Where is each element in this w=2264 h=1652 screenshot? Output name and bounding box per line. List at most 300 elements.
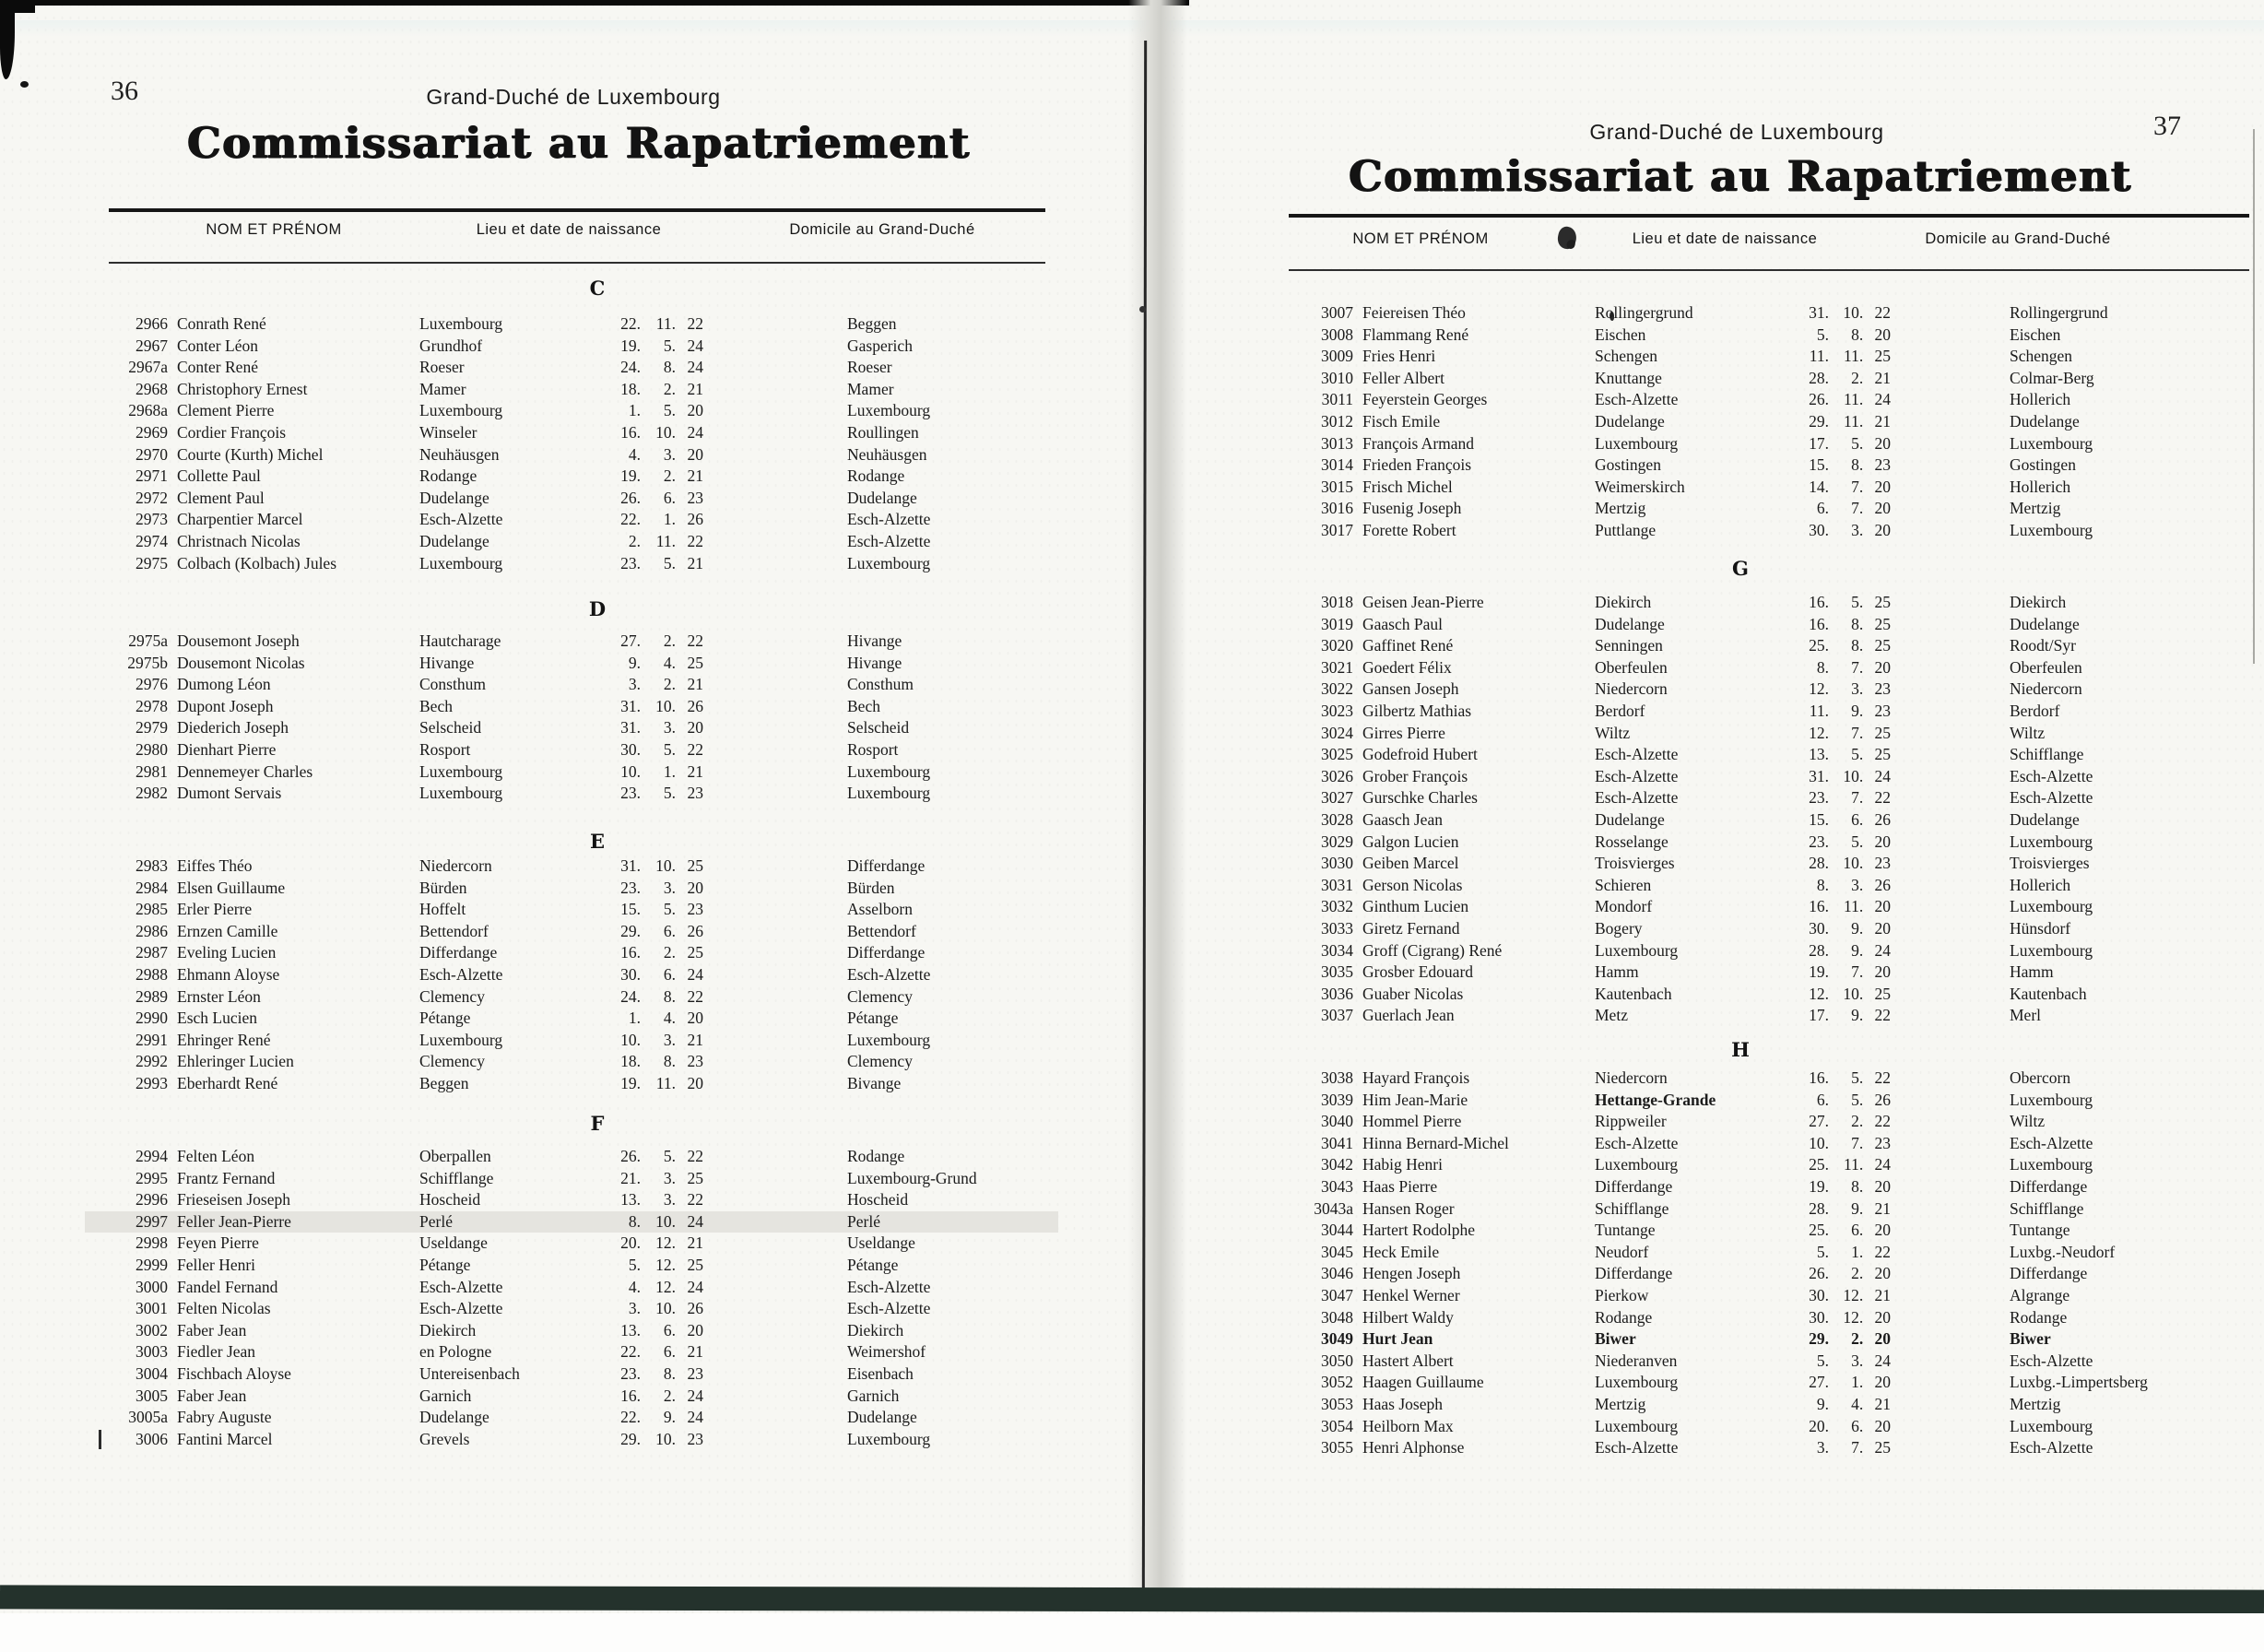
- entry-name: Charpentier Marcel: [177, 510, 303, 529]
- entry-number: 3015: [1321, 477, 1353, 496]
- entry-number: 3002: [136, 1320, 168, 1339]
- date-part: 20: [1874, 1373, 1891, 1392]
- date-part: 8.: [1851, 324, 1864, 344]
- date-part: 22: [1874, 1068, 1891, 1087]
- entry-number: 2967a: [128, 358, 168, 377]
- date-part: 5.: [1851, 593, 1864, 611]
- table-row: [109, 1008, 1045, 1030]
- date-part: 8.: [1816, 875, 1829, 894]
- entry-birthdate: [1791, 1285, 1891, 1307]
- entry-birthdate: [1791, 1176, 1891, 1198]
- entry-number: 3036: [1321, 984, 1353, 1003]
- entry-birthdate: [1791, 1394, 1891, 1416]
- entry-birthdate: [1791, 896, 1891, 918]
- table-row: [1289, 1111, 2249, 1133]
- date-part: 6.: [663, 1342, 676, 1362]
- date-part: 11.: [1843, 347, 1864, 366]
- entry-birthplace: Oberfeulen: [1595, 657, 1668, 677]
- date-part: 5.: [1851, 433, 1864, 453]
- entry-number: 3001: [136, 1299, 168, 1318]
- entry-domicile: Biwer: [2010, 1329, 2051, 1349]
- entry-name: Eberhardt René: [177, 1073, 278, 1092]
- entry-birthplace: Rollingergrund: [1595, 303, 1693, 322]
- table-row: [1289, 592, 2249, 614]
- table-row: [109, 653, 1045, 675]
- date-part: 22: [687, 1147, 703, 1165]
- entry-domicile: Weimershof: [847, 1342, 926, 1362]
- entry-birthplace: Roeser: [419, 358, 465, 377]
- date-part: 22: [1874, 788, 1891, 808]
- entry-name: Christophory Ernest: [177, 379, 308, 398]
- entry-birthplace: Grundhof: [419, 336, 483, 355]
- entry-number: 2976: [136, 675, 168, 694]
- date-part: 23: [1874, 701, 1891, 720]
- table-row: [1289, 1005, 2249, 1027]
- entry-domicile: Esch-Alzette: [2010, 1133, 2093, 1152]
- table-row: [109, 1168, 1045, 1190]
- entry-number: 3052: [1321, 1373, 1353, 1392]
- entry-birthdate: [607, 964, 703, 986]
- table-row: [1289, 1176, 2249, 1198]
- entry-domicile: Esch-Alzette: [847, 1277, 931, 1296]
- entry-birthplace: Rodange: [1595, 1307, 1653, 1327]
- date-part: 1.: [628, 1009, 641, 1028]
- entry-name: Gurschke Charles: [1362, 788, 1478, 808]
- date-part: 20: [687, 401, 703, 420]
- date-part: 21: [687, 466, 703, 486]
- entry-birthplace: Luxembourg: [419, 1030, 503, 1049]
- entry-number: 3003: [136, 1342, 168, 1362]
- table-row: [109, 921, 1045, 943]
- entry-birthplace: Hautcharage: [419, 631, 501, 650]
- entry-birthdate: [607, 856, 703, 878]
- date-part: 23: [1874, 679, 1891, 699]
- entry-number: 3050: [1321, 1351, 1353, 1370]
- table-row: [1289, 1394, 2249, 1416]
- table-row: [1289, 433, 2249, 455]
- entry-name: Fries Henri: [1362, 347, 1436, 366]
- entry-number: 3044: [1321, 1221, 1353, 1240]
- entry-number: 3023: [1321, 701, 1353, 720]
- entry-birthplace: Mertzig: [1595, 1394, 1646, 1413]
- entry-birthplace: Beggen: [419, 1073, 469, 1092]
- date-part: 22: [1874, 1242, 1891, 1261]
- table-row: [109, 1386, 1045, 1408]
- entry-name: Ehringer René: [177, 1030, 271, 1049]
- entry-birthdate: [1791, 1328, 1891, 1351]
- entry-number: 2996: [136, 1190, 168, 1210]
- date-part: 8.: [1851, 614, 1864, 633]
- date-part: 19.: [1809, 1176, 1829, 1196]
- entry-domicile: Roodt/Syr: [2010, 636, 2076, 655]
- date-part: 7.: [1851, 1133, 1864, 1152]
- date-part: 25: [687, 943, 703, 962]
- entry-birthplace: Pétange: [419, 1009, 471, 1028]
- entry-birthplace: Luxembourg: [419, 761, 503, 781]
- entry-domicile: Wiltz: [2010, 1112, 2046, 1131]
- entry-domicile: Differdange: [847, 856, 926, 875]
- date-part: 28.: [1809, 1198, 1829, 1218]
- date-part: 20.: [1809, 1416, 1829, 1435]
- entry-name: Geiben Marcel: [1362, 854, 1459, 873]
- date-part: 24: [687, 358, 703, 377]
- entry-domicile: Luxembourg: [2010, 940, 2093, 960]
- date-part: 26.: [1809, 390, 1829, 409]
- date-part: 15.: [1809, 455, 1829, 475]
- entry-birthplace: Selscheid: [419, 718, 482, 738]
- entry-number: 3008: [1321, 324, 1353, 344]
- entry-name: Eveling Lucien: [177, 943, 277, 962]
- entry-number: 3031: [1321, 875, 1353, 894]
- date-part: 9.: [1851, 1006, 1864, 1025]
- entry-domicile: Beggen: [847, 314, 897, 333]
- entry-birthdate: [1791, 1307, 1891, 1329]
- entry-domicile: Mertzig: [2010, 499, 2061, 518]
- date-part: 23: [687, 1052, 703, 1071]
- entry-birthdate: [1791, 723, 1891, 745]
- entry-name: Haas Pierre: [1362, 1176, 1438, 1196]
- date-part: 10.: [655, 856, 676, 875]
- date-part: 23.: [620, 784, 641, 803]
- entry-birthdate: [1791, 368, 1891, 390]
- date-part: 26: [687, 696, 703, 715]
- entry-birthplace: Luxembourg: [419, 784, 503, 803]
- table-row: [109, 783, 1045, 805]
- entry-birthdate: [607, 1073, 703, 1095]
- date-part: 5.: [1851, 832, 1864, 851]
- entry-number: 3013: [1321, 433, 1353, 453]
- entry-birthplace: Troisvierges: [1595, 854, 1675, 873]
- entry-number: 3039: [1321, 1090, 1353, 1109]
- entry-domicile: Roullingen: [847, 422, 919, 442]
- entry-domicile: Wiltz: [2010, 723, 2046, 742]
- entry-domicile: Asselborn: [847, 900, 913, 919]
- entry-name: Elsen Guillaume: [177, 878, 286, 897]
- date-part: 9.: [628, 653, 641, 672]
- table-row: [109, 444, 1045, 466]
- date-part: 11.: [1843, 897, 1864, 916]
- date-part: 21: [687, 553, 703, 572]
- date-part: 20: [1874, 657, 1891, 677]
- table-row: [1289, 1416, 2249, 1438]
- date-part: 25.: [1809, 1221, 1829, 1240]
- entry-birthdate: [607, 1277, 703, 1299]
- entry-domicile: Eischen: [2010, 324, 2061, 344]
- entry-birthplace: Esch-Alzette: [1595, 788, 1679, 808]
- entry-birthplace: Rippweiler: [1595, 1112, 1667, 1131]
- entry-domicile: Oberfeulen: [2010, 657, 2082, 677]
- entry-domicile: Bürden: [847, 878, 895, 897]
- date-part: 21: [1874, 1285, 1891, 1304]
- column-header-domicile: Domicile au Grand-Duché: [1925, 230, 2111, 247]
- entry-name: Hinna Bernard-Michel: [1362, 1133, 1509, 1152]
- date-part: 3.: [663, 1030, 676, 1049]
- date-part: 20: [1874, 1221, 1891, 1240]
- entry-birthplace: Wiltz: [1595, 723, 1631, 742]
- table-row: [1289, 940, 2249, 962]
- entry-birthplace: Untereisenbach: [419, 1363, 520, 1383]
- date-part: 24: [687, 1386, 703, 1405]
- entry-birthdate: [607, 1386, 703, 1408]
- table-row: [109, 1277, 1045, 1299]
- entry-birthdate: [1791, 1242, 1891, 1264]
- date-part: 6.: [1851, 1416, 1864, 1435]
- date-part: 1.: [663, 761, 676, 781]
- entry-birthplace: Dudelange: [419, 488, 489, 507]
- entry-birthdate: [607, 1320, 703, 1342]
- entry-birthplace: Useldange: [419, 1233, 488, 1253]
- entry-birthdate: [607, 553, 703, 575]
- entry-name: Dousemont Joseph: [177, 631, 300, 650]
- date-part: 3.: [1851, 1351, 1864, 1370]
- registry-table-right: [1289, 0, 2249, 1652]
- table-row: [109, 400, 1045, 422]
- date-part: 21: [687, 1233, 703, 1253]
- date-part: 21: [1874, 1394, 1891, 1413]
- entry-birthplace: Esch-Alzette: [419, 510, 503, 529]
- entry-name: Felten Léon: [177, 1147, 255, 1165]
- date-part: 25: [1874, 347, 1891, 366]
- table-row: [109, 1051, 1045, 1073]
- date-part: 5.: [663, 739, 676, 759]
- table-row: [109, 739, 1045, 761]
- entry-birthdate: [1791, 1090, 1891, 1112]
- date-part: 26: [687, 921, 703, 940]
- entry-domicile: Hollerich: [2010, 875, 2071, 894]
- date-part: 7.: [1851, 723, 1864, 742]
- entry-birthdate: [607, 986, 703, 1009]
- entry-number: 2979: [136, 718, 168, 738]
- date-part: 3.: [1851, 875, 1864, 894]
- date-part: 6.: [1851, 1221, 1864, 1240]
- date-part: 8.: [663, 1363, 676, 1383]
- table-row: [1289, 1328, 2249, 1351]
- entry-name: Grober François: [1362, 766, 1468, 785]
- date-part: 31.: [620, 718, 641, 738]
- table-row: [109, 509, 1045, 531]
- date-part: 21: [687, 379, 703, 398]
- entry-number: 3055: [1321, 1438, 1353, 1457]
- date-part: 19.: [1809, 962, 1829, 982]
- entry-name: Geisen Jean-Pierre: [1362, 593, 1484, 611]
- date-part: 31.: [1809, 303, 1829, 322]
- entry-name: Faber Jean: [177, 1386, 247, 1405]
- entry-domicile: Gostingen: [2010, 455, 2076, 475]
- entry-name: Dumong Léon: [177, 675, 271, 694]
- date-part: 21: [687, 675, 703, 694]
- entry-number: 3026: [1321, 766, 1353, 785]
- date-part: 22: [687, 314, 703, 333]
- entry-birthplace: Bogery: [1595, 918, 1643, 938]
- date-part: 4.: [663, 653, 676, 672]
- entry-domicile: Luxbg.-Neudorf: [2010, 1242, 2116, 1261]
- entry-domicile: Merl: [2010, 1006, 2042, 1025]
- entry-birthdate: [1791, 918, 1891, 940]
- entry-number: 2987: [136, 943, 168, 962]
- date-part: 6.: [1816, 1090, 1829, 1109]
- table-row: [109, 379, 1045, 401]
- table-row: [109, 986, 1045, 1009]
- entry-birthdate: [607, 466, 703, 488]
- entry-name: Frantz Fernand: [177, 1168, 276, 1187]
- entry-domicile: Luxembourg: [2010, 1090, 2093, 1109]
- date-part: 2.: [663, 466, 676, 486]
- date-part: 23: [687, 1363, 703, 1383]
- date-part: 29.: [1809, 1329, 1829, 1349]
- date-part: 20: [687, 1320, 703, 1339]
- entry-number: 3041: [1321, 1133, 1353, 1152]
- entry-name: Gansen Joseph: [1362, 679, 1459, 699]
- table-row: [1289, 614, 2249, 636]
- entry-birthplace: Luxembourg: [419, 314, 503, 333]
- entry-domicile: Schengen: [2010, 347, 2073, 366]
- entry-birthdate: [607, 313, 703, 336]
- entry-birthdate: [1791, 744, 1891, 766]
- entry-domicile: Luxembourg: [2010, 433, 2093, 453]
- entry-birthplace: Differdange: [419, 943, 498, 962]
- section-rows: [109, 313, 1045, 574]
- date-part: 12.: [655, 1233, 676, 1253]
- table-row: [109, 856, 1045, 878]
- date-part: 28.: [1809, 854, 1829, 873]
- entry-name: Christnach Nicolas: [177, 531, 301, 550]
- entry-number: 3005a: [128, 1408, 168, 1427]
- entry-name: Hastert Albert: [1362, 1351, 1454, 1370]
- table-row: [1289, 809, 2249, 832]
- table-row: [1289, 1154, 2249, 1176]
- date-part: 5.: [1851, 1068, 1864, 1087]
- date-part: 23: [1874, 455, 1891, 475]
- date-part: 20: [1874, 918, 1891, 938]
- entry-birthdate: [607, 631, 703, 653]
- date-part: 20: [1874, 520, 1891, 539]
- entry-birthplace: Differdange: [1595, 1176, 1673, 1196]
- date-part: 8.: [628, 1211, 641, 1231]
- date-part: 20: [1874, 499, 1891, 518]
- entry-birthdate: [607, 444, 703, 466]
- date-part: 8.: [1851, 455, 1864, 475]
- entry-name: Dousemont Nicolas: [177, 653, 305, 672]
- date-part: 30.: [1809, 1307, 1829, 1327]
- date-part: 27.: [1809, 1112, 1829, 1131]
- date-part: 5.: [663, 401, 676, 420]
- entry-name: Cordier François: [177, 422, 287, 442]
- date-part: 21.: [620, 1168, 641, 1187]
- date-part: 3.: [663, 1168, 676, 1187]
- entry-number: 2994: [136, 1147, 168, 1165]
- entry-domicile: Luxembourg: [847, 1429, 931, 1448]
- date-part: 24: [1874, 1351, 1891, 1370]
- entry-domicile: Roeser: [847, 358, 892, 377]
- date-part: 20: [1874, 1416, 1891, 1435]
- date-part: 9.: [1851, 940, 1864, 960]
- entry-number: 3017: [1321, 520, 1353, 539]
- table-row: [1289, 1133, 2249, 1155]
- entry-domicile: Gasperich: [847, 336, 913, 355]
- entry-number: 3043: [1321, 1176, 1353, 1196]
- entry-domicile: Mamer: [847, 379, 894, 398]
- entry-number: 3046: [1321, 1264, 1353, 1283]
- entry-number: 2991: [136, 1030, 168, 1049]
- date-part: 7.: [1851, 477, 1864, 496]
- entry-number: 2999: [136, 1255, 168, 1274]
- page-title: Commissariat au Rapatriement: [1349, 151, 2132, 201]
- entry-number: 3009: [1321, 347, 1353, 366]
- date-part: 25: [1874, 614, 1891, 633]
- date-part: 22: [687, 1190, 703, 1210]
- entry-domicile: Troisvierges: [2010, 854, 2090, 873]
- section-rows: [109, 631, 1045, 805]
- date-part: 24: [1874, 766, 1891, 785]
- entry-domicile: Rodange: [847, 466, 905, 486]
- date-part: 25: [687, 1168, 703, 1187]
- entry-birthplace: Esch-Alzette: [1595, 1438, 1679, 1457]
- entry-domicile: Luxembourg: [2010, 1155, 2093, 1174]
- date-part: 24: [687, 1408, 703, 1427]
- date-part: 6.: [663, 1320, 676, 1339]
- entry-name: Colbach (Kolbach) Jules: [177, 553, 337, 572]
- date-part: 23: [687, 784, 703, 803]
- entry-name: Hurt Jean: [1362, 1329, 1433, 1349]
- entry-birthplace: Esch-Alzette: [419, 1277, 503, 1296]
- date-part: 5.: [1816, 1351, 1829, 1370]
- entry-birthplace: Luxembourg: [1595, 433, 1679, 453]
- date-part: 26.: [620, 488, 641, 507]
- entry-birthdate: [1791, 853, 1891, 875]
- date-part: 31.: [620, 696, 641, 715]
- date-part: 3.: [1816, 1438, 1829, 1457]
- entry-number: 3019: [1321, 614, 1353, 633]
- entry-birthdate: [607, 1255, 703, 1277]
- table-row: [109, 1233, 1045, 1255]
- entry-birthplace: Consthum: [419, 675, 486, 694]
- entry-domicile: Dudelange: [847, 1408, 917, 1427]
- date-part: 13.: [620, 1320, 641, 1339]
- entry-birthplace: Luxembourg: [419, 401, 503, 420]
- entry-number: 3040: [1321, 1112, 1353, 1131]
- entry-birthdate: [607, 717, 703, 739]
- entry-name: Gaasch Jean: [1362, 809, 1443, 829]
- entry-birthplace: Weimerskirch: [1595, 477, 1685, 496]
- date-part: 6.: [663, 921, 676, 940]
- entry-name: Gilbertz Mathias: [1362, 701, 1472, 720]
- entry-birthplace: Niedercorn: [1595, 1068, 1668, 1087]
- date-part: 16.: [1809, 593, 1829, 611]
- table-row: [109, 531, 1045, 553]
- date-part: 1.: [1851, 1242, 1864, 1261]
- entry-domicile: Esch-Alzette: [2010, 788, 2093, 808]
- entry-name: Hartert Rodolphe: [1362, 1221, 1475, 1240]
- date-part: 21: [687, 761, 703, 781]
- date-part: 12.: [1809, 679, 1829, 699]
- entry-birthdate: [607, 1407, 703, 1429]
- table-row: [1289, 302, 2249, 324]
- date-part: 10.: [655, 422, 676, 442]
- entry-name: Dupont Joseph: [177, 696, 274, 715]
- date-part: 7.: [1851, 788, 1864, 808]
- section-rows: [1289, 1068, 2249, 1459]
- table-row: [109, 466, 1045, 488]
- entry-number: 3004: [136, 1363, 168, 1383]
- entry-birthdate: [1791, 433, 1891, 455]
- date-part: 1.: [663, 510, 676, 529]
- entry-number: 3018: [1321, 593, 1353, 611]
- entry-birthdate: [607, 653, 703, 675]
- date-part: 7.: [1851, 499, 1864, 518]
- entry-birthdate: [1791, 592, 1891, 614]
- entry-birthplace: Grevels: [419, 1429, 470, 1448]
- entry-name: Galgon Lucien: [1362, 832, 1459, 851]
